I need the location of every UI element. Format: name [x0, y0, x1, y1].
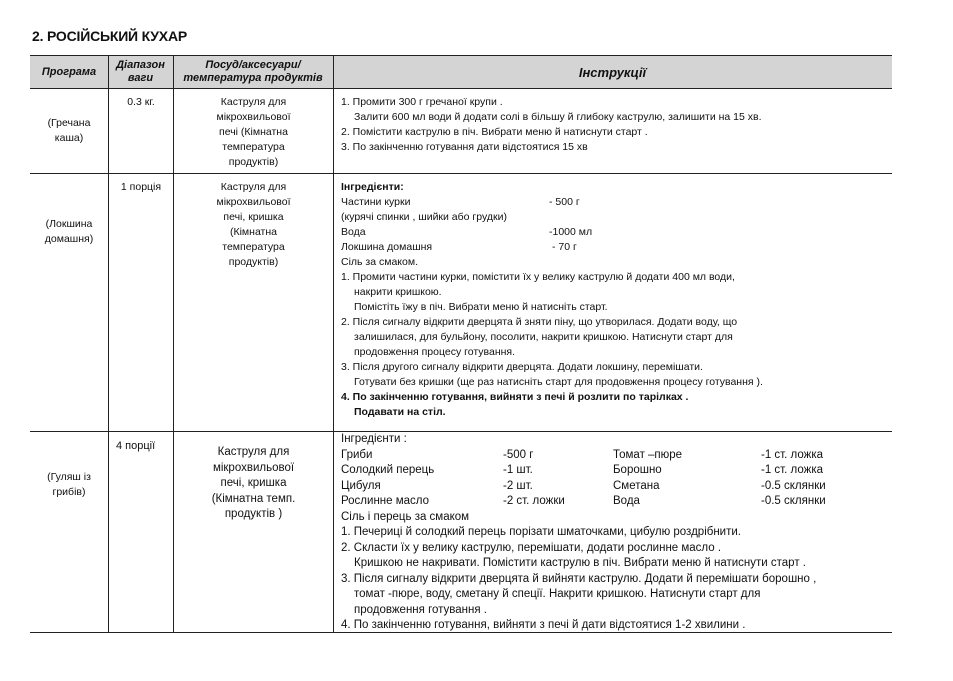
step: 3. По закінченню готування дати відстоятися 15 хв [341, 141, 588, 153]
ingredient-name: Гриби [341, 448, 373, 461]
step: продовження готування . [354, 603, 487, 616]
ingredient-name: Борошно [613, 464, 662, 476]
ingredient-amount: - 70 г [552, 241, 577, 253]
ingredient-amount [549, 210, 669, 225]
ingredient-name: Локшина домашня [341, 241, 433, 253]
table-header [30, 55, 892, 89]
step: томат -пюре, воду, сметану й спеції. Накрити кришкою. Натиснути старт для [354, 588, 761, 600]
step: 2. Скласти їх у велику каструлю, перемішати, додати рослинне масло . [341, 541, 722, 554]
row3-utensils: Каструля для мікрохвильової печі, кришка (Кімнатна темп. продуктів ) [211, 446, 296, 520]
ingredient-amount: -1000 мл [549, 226, 593, 238]
step: Кришкою не накривати. Помістити каструлю в піч. Вибрати меню й натиснути старт . [354, 557, 806, 569]
ingredient-name: (курячі спинки , шийки або грудки) [341, 211, 507, 223]
header-instructions: Інструкції [578, 64, 647, 80]
step: 3. Після сигналу відкрити дверцята й вийняти каструлю. Додати й перемішати борошно , [341, 572, 817, 585]
row1-program: (Гречана каша) [47, 117, 91, 144]
step: 4. По закінченню готування, вийняти з печі й розлити по тарілках . [341, 391, 689, 403]
ingredient-name: Рослинне масло [341, 495, 430, 507]
step: залишилася, для бульйону, посолити, накрити кришкою. Натиснути старт для [354, 331, 733, 343]
row2-instructions [341, 180, 886, 420]
row3-weight: 4 порції [116, 440, 156, 452]
ingredient-name: Сметана [613, 479, 660, 492]
ingredient-name: Томат –пюре [613, 448, 683, 461]
step: 2. Помістити каструлю в піч. Вибрати меню й натиснути старт . [341, 126, 648, 138]
step: накрити кришкою. [354, 286, 442, 298]
step: Помістіть їжу в піч. Вибрати меню й натисніть старт. [354, 301, 608, 313]
ingredient-amount: - 500 г [549, 196, 580, 208]
ingredient-name: Цибуля [341, 479, 381, 492]
row1-weight: 0.3 кг. [127, 96, 155, 108]
row1-utensils: Каструля для мікрохвильової печі (Кімнатна температура продуктів) [216, 96, 291, 168]
ingredient-name: Вода [613, 495, 640, 507]
step: Подавати на стіл. [354, 406, 446, 418]
row2-weight: 1 порція [120, 181, 162, 193]
seasoning: Сіль за смаком. [341, 256, 418, 268]
page-title: 2. РОСІЙСЬКИЙ КУХАР [32, 28, 187, 44]
ingredient-name: Частини курки [341, 196, 411, 208]
step: 4. По закінченню готування, вийняти з печі й дати відстоятися 1-2 хвилини . [341, 619, 746, 631]
step: Готувати без кришки (ще раз натисніть старт для продовження процесу готування ). [354, 376, 763, 388]
step: Залити 600 мл води й додати солі в більшу й глибоку каструлю, залишити на 15 хв. [354, 111, 762, 123]
ingredient-name: Солодкий перець [341, 464, 435, 476]
column-divider [333, 55, 334, 633]
row-divider [30, 173, 892, 174]
row2-program: (Локшина домашня) [44, 217, 94, 245]
ingredient-amount: -1 ст. ложка [761, 464, 824, 476]
step: 1. Промити частини курки, помістити їх у велику каструлю й додати 400 мл води, [341, 271, 735, 283]
ingredient-name: Вода [341, 226, 366, 238]
ingredients-list [341, 448, 889, 510]
ingredient-amount: -0.5 склянки [761, 495, 826, 507]
ingredients-list [341, 195, 886, 255]
ingredient-amount: -1 шт. [503, 464, 533, 476]
step: 1. Промити 300 г гречаної крупи . [341, 96, 503, 108]
seasoning: Сіль і перець за смаком [341, 510, 470, 523]
step: продовження процесу готування. [354, 346, 516, 358]
ingredients-heading: Інгредієнти : [341, 433, 407, 445]
ingredients-heading: Інгредієнти: [341, 181, 404, 193]
ingredient-amount: -500 г [503, 448, 534, 461]
row1-instructions [341, 95, 886, 155]
ingredient-amount: -1 ст. ложка [761, 448, 824, 461]
ingredient-amount: -0.5 склянки [761, 479, 826, 492]
ingredient-amount: -2 шт. [503, 479, 533, 492]
header-utensils: Посуд/аксесуари/ температура продуктів [183, 59, 323, 84]
column-divider [108, 55, 109, 633]
row3-program: (Гуляш із грибів) [47, 471, 91, 498]
row3-instructions [341, 432, 889, 634]
step: 1. Печериці й солодкий перець порізати шматочками, цибулю роздрібнити. [341, 526, 741, 538]
step: 2. Після сигналу відкрити дверцята й зняти піну, що утворилася. Додати воду, що [341, 316, 738, 328]
header-weight: Діапазон ваги [116, 59, 165, 84]
row2-utensils: Каструля для мікрохвильової печі, кришка (Кімнатна температура продуктів) [216, 181, 291, 268]
header-program: Програма [41, 65, 97, 78]
step: 3. Після другого сигналу відкрити дверцята. Додати локшину, перемішати. [341, 361, 703, 373]
ingredient-amount: -2 ст. ложки [503, 495, 565, 507]
